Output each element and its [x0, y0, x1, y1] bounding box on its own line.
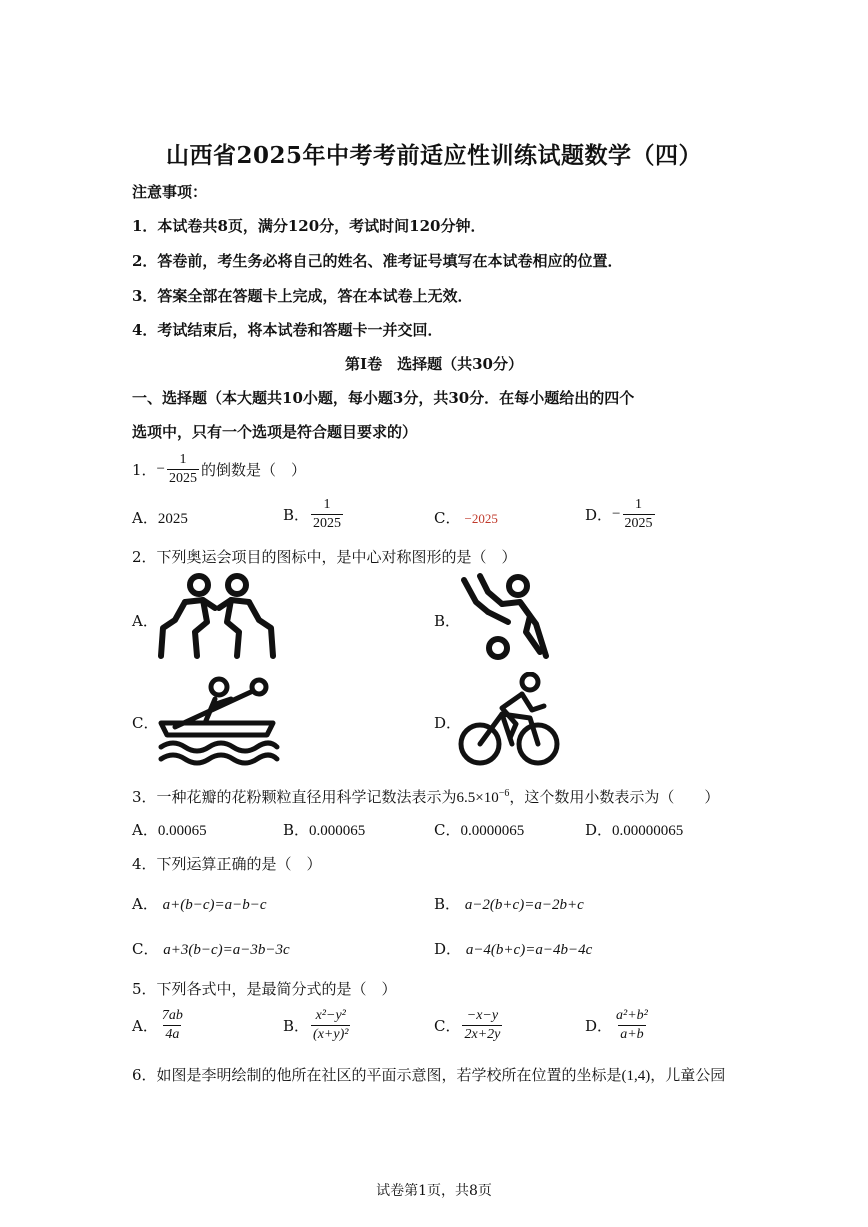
fraction-numerator: a²+b² [616, 1008, 648, 1023]
fraction-numerator: 1 [635, 497, 642, 512]
question-4-option-b [434, 893, 584, 914]
question-2-option-b-label: B． [434, 612, 461, 630]
part1-instructions-line1: 一、选择题（本大题共10小题，每小题3分，共30分．在每小题给出的四个 [132, 389, 635, 407]
fraction [623, 497, 655, 532]
question-2-stem: 2．下列奥运会项目的图标中，是中心对称图形的是（ ） [132, 548, 517, 566]
page-footer: 试卷第1页，共8页 [376, 1183, 492, 1199]
fraction-denominator: a+b [620, 1027, 644, 1043]
notice-item-1: 1．本试卷共8页，满分120分，考试时间120分钟． [132, 217, 486, 235]
question-3-option-d [585, 819, 683, 840]
option-value: −2025 [464, 511, 498, 526]
fraction-numerator: 1 [179, 452, 187, 467]
question-3-option-c [434, 819, 524, 840]
fraction [614, 1008, 650, 1043]
question-5-option-c [434, 1008, 504, 1043]
option-label: C． [434, 1017, 461, 1036]
kayak-icon [155, 675, 280, 767]
judo-icon [458, 572, 553, 664]
question-3-stem [132, 786, 719, 807]
question-1-option-c [434, 507, 498, 528]
fraction-denominator: 2025 [313, 516, 342, 532]
question-6-stem [132, 1064, 725, 1085]
question-1-stem [132, 452, 306, 487]
option-label: D． [585, 506, 613, 525]
fraction-denominator: (x+y)² [313, 1027, 349, 1043]
fraction [462, 1008, 502, 1043]
fraction [160, 1008, 185, 1043]
question-4-stem: 4．下列运算正确的是（ ） [132, 855, 322, 873]
question-3-option-b [283, 819, 365, 840]
fraction [311, 1008, 350, 1043]
question-1-option-b [283, 497, 345, 532]
option-value: 2025 [157, 511, 188, 527]
option-label: A． [132, 821, 158, 839]
question-5-option-b [283, 1008, 352, 1043]
fraction-denominator: 2x+2y [464, 1027, 501, 1043]
question-text: 3．一种花瓣的花粉颗粒直径用科学记数法表示为 [132, 788, 457, 806]
fraction-numerator: −x−y [466, 1008, 499, 1023]
question-2-option-c-label: C． [132, 714, 159, 732]
section-heading: 第Ⅰ卷 选择题（共30分） [345, 355, 523, 373]
minus-sign: − [612, 506, 621, 523]
option-label: A． [132, 509, 158, 527]
option-value: 0.00000065 [612, 823, 684, 839]
question-3-option-a [132, 819, 207, 840]
question-text-tail: ，这个数用小数表示为（ ） [509, 788, 720, 806]
option-value: 0.0000065 [460, 823, 525, 839]
option-label: D． [585, 821, 613, 839]
option-label: B． [434, 895, 461, 913]
option-value: 0.000065 [309, 823, 366, 839]
fraction [311, 497, 343, 532]
coordinate: (1,4) [621, 1068, 651, 1084]
notice-item-3: 3．答案全部在答题卡上完成，答在本试卷上无效． [132, 287, 473, 305]
notice-heading: 注意事项： [132, 183, 208, 201]
option-expression: a−4(b+c)=a−4b−4c [465, 942, 593, 958]
option-expression: a+3(b−c)=a−3b−3c [163, 942, 290, 958]
question-2-option-d-label: D． [434, 714, 462, 732]
question-1-option-d [585, 497, 657, 532]
notice-item-2: 2．答卷前，考生务必将自己的姓名、准考证号填写在本试卷相应的位置． [132, 252, 623, 270]
question-2-option-a-label: A． [132, 612, 158, 630]
wrestling-icon [155, 572, 280, 662]
option-label: B． [283, 506, 310, 525]
option-label: C． [434, 821, 461, 839]
option-expression: a+(b−c)=a−b−c [162, 897, 267, 913]
question-4-option-d [434, 938, 592, 959]
option-label: D． [585, 1017, 613, 1036]
scientific-notation: 6.5×10 [456, 790, 499, 806]
option-label: A． [132, 1017, 158, 1036]
option-label: C． [132, 940, 159, 958]
fraction-denominator: 2025 [169, 471, 198, 487]
question-text-tail: ，儿童公园 [650, 1066, 726, 1084]
question-1-option-a [132, 507, 188, 528]
exponent: −6 [498, 788, 510, 799]
option-label: B． [283, 821, 310, 839]
fraction-numerator: 1 [323, 497, 331, 512]
minus-sign: − [156, 461, 166, 478]
fraction [167, 452, 199, 487]
option-value: 0.00065 [157, 823, 207, 839]
question-5-option-a [132, 1008, 187, 1043]
fraction-numerator: x²−y² [315, 1008, 346, 1023]
option-label: C． [434, 509, 461, 527]
question-4-option-c [132, 938, 290, 959]
question-5-option-d [585, 1008, 652, 1043]
question-text: 的倒数是（ ） [201, 461, 307, 480]
option-label: A． [132, 895, 158, 913]
fraction-denominator: 4a [165, 1027, 180, 1043]
part1-instructions-line2: 选项中，只有一个选项是符合题目要求的） [132, 423, 418, 441]
notice-item-4: 4．考试结束后，将本试卷和答题卡一并交回． [132, 321, 443, 339]
question-5-stem: 5．下列各式中，是最简分式的是（ ） [132, 980, 397, 998]
page-title: 山西省2025年中考考前适应性训练试题数学（四） [165, 142, 702, 169]
option-label: B． [283, 1017, 310, 1036]
cycling-icon [458, 672, 563, 767]
question-number: 1． [132, 461, 157, 480]
option-expression: a−2(b+c)=a−2b+c [464, 897, 584, 913]
option-label: D． [434, 940, 462, 958]
question-text: 6．如图是李明绘制的他所在社区的平面示意图，若学校所在位置的坐标是 [132, 1066, 622, 1084]
fraction-denominator: 2025 [624, 516, 653, 532]
question-4-option-a [132, 893, 267, 914]
fraction-numerator: 7ab [161, 1008, 183, 1023]
